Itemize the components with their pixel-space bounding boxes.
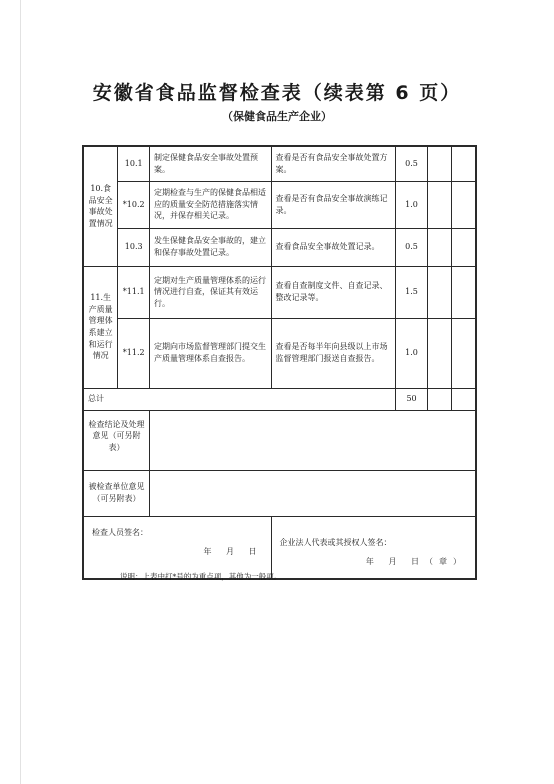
item-method: 查看食品安全事故处置记录。 [271, 228, 396, 266]
item-number: *10.2 [118, 181, 150, 228]
legal-rep-date: 年 月 日（章） [365, 557, 467, 567]
remark-cell[interactable] [452, 228, 476, 266]
item-number: *11.2 [118, 318, 150, 388]
conclusion-field[interactable] [150, 410, 476, 470]
inspection-table [82, 145, 477, 580]
conclusion-label: 检查结论及处理意见（可另附表） [83, 410, 150, 470]
table-row [83, 228, 476, 266]
total-row [83, 388, 476, 410]
item-content: 发生保健食品安全事故的，建立和保存事故处置记录。 [150, 228, 271, 266]
opinion-row [83, 470, 476, 516]
opinion-label: 被检查单位意见（可另附表） [83, 470, 150, 516]
remark-cell[interactable] [452, 146, 476, 181]
table-row [83, 266, 476, 318]
item-method: 查看是否有食品安全事故演练记录。 [271, 181, 396, 228]
remark-cell[interactable] [452, 181, 476, 228]
page-title: 安徽省食品监督检查表（续表第 6 页） [92, 82, 462, 104]
remark-cell[interactable] [452, 318, 476, 388]
footnote: 说明：上表中打*号的为重点项，其他为一般项。 [120, 572, 282, 581]
item-content: 制定保健食品安全事故处置预案。 [150, 146, 271, 181]
page-subtitle: （保健食品生产企业） [222, 110, 332, 123]
remark-cell[interactable] [452, 388, 476, 410]
total-label: 总计 [83, 388, 396, 410]
item-score: 0.5 [396, 228, 428, 266]
item-score: 0.5 [396, 146, 428, 181]
result-cell[interactable] [427, 318, 451, 388]
item-number: 10.1 [118, 146, 150, 181]
category-cell: 11.生产质量管理体系建立和运行情况 [83, 266, 118, 388]
table-row [83, 318, 476, 388]
signature-row [83, 516, 476, 579]
result-cell[interactable] [427, 181, 451, 228]
table-row [83, 146, 476, 181]
result-cell[interactable] [427, 146, 451, 181]
item-content: 定期对生产质量管理体系的运行情况进行自查，保证其有效运行。 [150, 266, 271, 318]
item-score: 1.0 [396, 318, 428, 388]
inspector-signature-label: 检查人员签名： [92, 527, 148, 537]
result-cell[interactable] [427, 228, 451, 266]
legal-rep-signature-field[interactable] [271, 516, 476, 579]
inspector-signature-field[interactable] [83, 516, 271, 579]
inspector-date: 年 月 日 [203, 547, 263, 557]
legal-rep-signature-label: 企业法人代表或其授权人签名： [279, 537, 392, 547]
item-method: 查看自查制度文件、自查记录、整改记录等。 [271, 266, 396, 318]
total-score: 50 [396, 388, 428, 410]
item-content: 定期向市场监督管理部门提交生产质量管理体系自查报告。 [150, 318, 271, 388]
category-cell: 10.食品安全事故处置情况 [83, 146, 118, 266]
item-method: 查看是否每半年向县级以上市场监督管理部门报送自查报告。 [271, 318, 396, 388]
table-row [83, 181, 476, 228]
item-number: 10.3 [118, 228, 150, 266]
item-score: 1.0 [396, 181, 428, 228]
item-number: *11.1 [118, 266, 150, 318]
conclusion-row [83, 410, 476, 470]
item-content: 定期检查与生产的保健食品相适应的质量安全防范措施落实情况，并保存相关记录。 [150, 181, 271, 228]
remark-cell[interactable] [452, 266, 476, 318]
item-score: 1.5 [396, 266, 428, 318]
result-cell[interactable] [427, 266, 451, 318]
item-method: 查看是否有食品安全事故处置方案。 [271, 146, 396, 181]
result-cell[interactable] [427, 388, 451, 410]
opinion-field[interactable] [150, 470, 476, 516]
